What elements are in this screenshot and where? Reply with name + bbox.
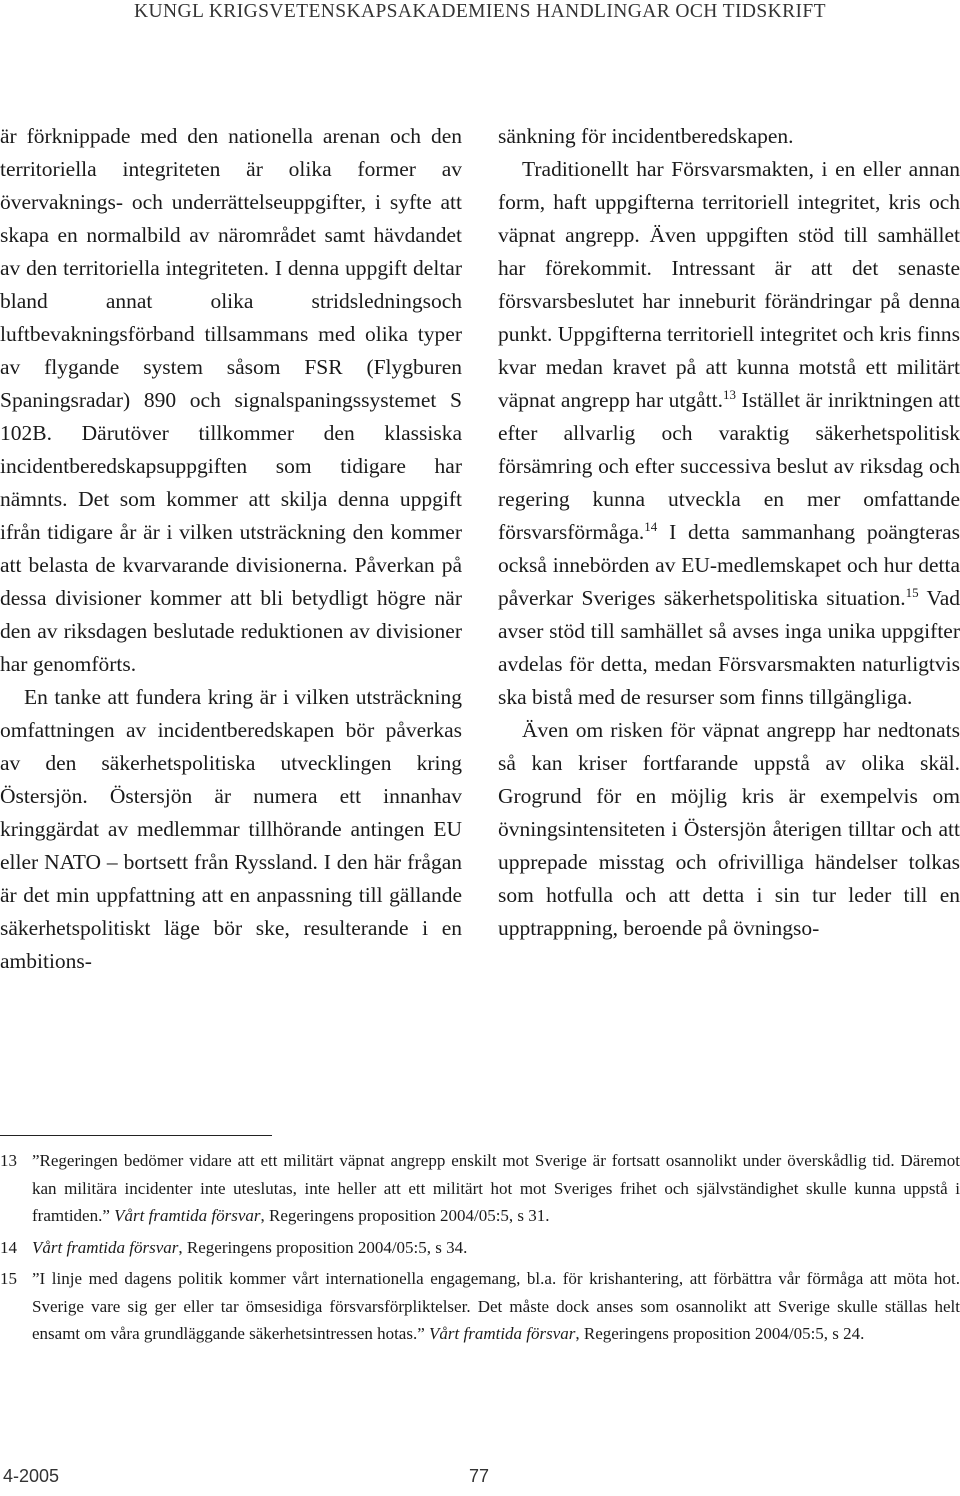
- footnote-text: [32, 1265, 960, 1348]
- footnote-15: [0, 1265, 960, 1348]
- footnotes: [0, 1147, 960, 1352]
- paragraph-text: En tanke att fundera kring är i vilken utsträckning omfattningen av incidentberedskapen bör påverkas av den säkerhetspolitiska utvecklingen kring Östersjön. Östersjön är numera ett innanhav kringgärdat av medlemmar tillhörande antingen EU eller NATO – bortsett från Ryssland. I den här frågan är det min uppfattning att en anpassning till gällande säkerhetspolitiskt läge bör ske, resulterande i en ambitions-: [0, 685, 462, 973]
- paragraph-text: Även om risken för väpnat angrepp har nedtonats så kan kriser fortfarande uppstå av olika skäl. Grogrund för en möjlig kris är exempelvis om övningsintensiteten i Östersjön återigen tilltar och att upprepade misstag och ofrivilliga händelser tolkas som hotfulla och att detta i sin tur leder till en upptrappning, beroende på övningso-: [498, 718, 960, 940]
- footnote-quote: ”Regeringen bedömer vidare att ett militärt väpnat angrepp enskilt mot Sverige är fortsatt osannolikt under överskådlig tid. Däremot kan militära incidenter inte uteslutas, inte heller att ett militärt hot mot Sveriges frihet och självständighet skulle kunna uppstå i framtiden.”: [32, 1151, 960, 1225]
- footnote-divider: [0, 1135, 272, 1136]
- paragraph-text: är förknippade med den nationella arenan och den territoriella integriteten är olika former av övervaknings- och underrättelseuppgifter, i syfte att skapa en normalbild av närområdet samt hävdandet av den territoriella integriteten. I denna uppgift deltar bland annat olika stridsledningsoch luftbevakningsförband tillsammans med olika typer av flygande system såsom FSR (Flygburen Spaningsradar) 890 och signalspaningssystemet S 102B. Därutöver tillkommer den klassiska incidentberedskapsuppgiften som tidigare har nämnts. Det som kommer att skilja denna uppgift ifrån tidigare år är i vilken utsträckning den kommer att belasta de kvarvarande divisionerna. Påverkan på dessa divisioner kommer att bli betydligt högre när den av riksdagen beslutade reduktionen av divisioner har genomförts.: [0, 124, 462, 676]
- paragraph-text: Istället är inriktningen att efter allvarlig och varaktig säkerhetspolitisk försämring och efter successiva beslut av riksdag och regering kunna utveckla en mer omfattande försvarsförmåga.: [498, 388, 960, 544]
- running-header: KUNGL KRIGSVETENSKAPSAKADEMIENS HANDLINGAR OCH TIDSKRIFT: [134, 1, 826, 22]
- footnote-quote: ”I linje med dagens politik kommer vårt internationella engagemang, bl.a. för krishantering, att förbättra vår förmåga att möta hot. Sverige vare sig ger eller tar ömsesidiga försvarsförpliktelser. Det måste dock anses som osannolikt att Sverige skulle ställas helt ensamt om våra grundläggande säkerhetsintressen hotas.”: [32, 1269, 960, 1343]
- footnote-14: [0, 1234, 960, 1262]
- page-footer: [0, 1466, 960, 1490]
- paragraph: [498, 153, 960, 714]
- paragraph: [0, 681, 462, 978]
- footnote-13: [0, 1147, 960, 1230]
- paragraph-text: I detta sammanhang poängteras också innebörden av EU-medlemskapet och hur detta påverkar Sveriges säkerhetspolitiska situation.: [498, 520, 960, 610]
- paragraph-text: sänkning för incidentberedskapen.: [498, 124, 794, 148]
- paragraph: [498, 714, 960, 945]
- footnote-source-tail: , Regeringens proposition 2004/05:5, s 24.: [575, 1324, 865, 1343]
- footnote-ref-13[interactable]: 13: [723, 386, 736, 402]
- footnote-source-tail: , Regeringens proposition 2004/05:5, s 34.: [178, 1237, 468, 1257]
- paragraph: [0, 120, 462, 681]
- footnote-source-title: Vårt framtida försvar: [32, 1237, 179, 1257]
- paragraph: [498, 120, 960, 153]
- footnote-text: [32, 1147, 960, 1230]
- footnote-text: [32, 1234, 960, 1262]
- footnote-number: 13: [0, 1151, 17, 1170]
- right-column: [498, 120, 960, 945]
- footnote-number: 14: [0, 1237, 17, 1257]
- footnote-ref-14[interactable]: 14: [644, 518, 658, 534]
- footnote-source-title: Vårt framtida försvar: [114, 1206, 261, 1225]
- paragraph-text: Vad avser stöd till samhället så avses inga unika uppgifter avdelas för detta, medan Försvarsmakten naturligtvis ska bistå med de resurser som finns tillgängliga.: [498, 586, 960, 709]
- footnote-number: 15: [0, 1269, 17, 1288]
- footnote-source-title: Vårt framtida försvar: [429, 1324, 576, 1343]
- issue-number: 4-2005: [3, 1466, 60, 1486]
- paragraph-text: Traditionellt har Försvarsmakten, i en eller annan form, haft uppgifterna territoriell integritet, kris och väpnat angrepp. Även uppgiften stöd till samhället har förekommit. Intressant är att det senaste försvarsbeslutet har inneburit förändringar på denna punkt. Uppgifterna territoriell integritet och kris finns kvar medan kravet på att kunna motstå ett militärt väpnat angrepp har utgått.: [498, 157, 960, 412]
- left-column: [0, 120, 462, 978]
- footnote-ref-15[interactable]: 15: [905, 584, 919, 600]
- footnote-source-tail: , Regeringens proposition 2004/05:5, s 31.: [260, 1206, 550, 1225]
- page-number: 77: [469, 1466, 490, 1486]
